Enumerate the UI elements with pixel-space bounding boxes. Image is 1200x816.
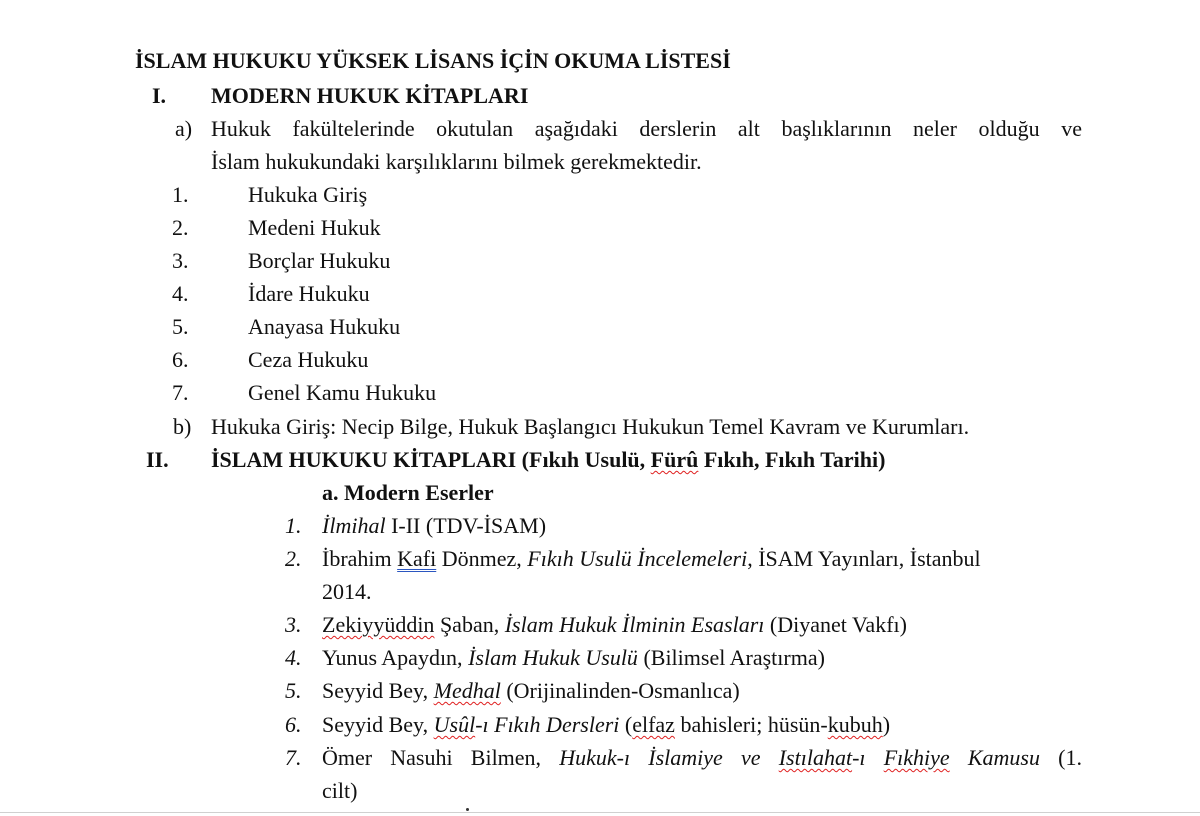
work-entry: Ömer Nasuhi Bilmen, Hukuk-ı İslamiye ve Istılahat-ı Fıkhiye Kamusu (1. [322, 745, 1082, 770]
course-number: 3. [172, 248, 189, 273]
item-a-line-1: Hukuk fakültelerinde okutulan aşağıdaki derslerin alt başlıklarının neler olduğu ve [211, 116, 1082, 141]
text-cursor-mark [466, 808, 469, 811]
section-1-number: I. [152, 83, 167, 108]
work-number: 1. [285, 513, 302, 538]
course-number: 1. [172, 182, 189, 207]
course-label: Hukuka Giriş [248, 182, 368, 207]
work-entry: İlmihal I-II (TDV-İSAM) [322, 513, 547, 538]
work-number: 6. [285, 712, 302, 737]
course-label: Medeni Hukuk [248, 215, 381, 240]
course-label: Genel Kamu Hukuku [248, 380, 437, 405]
spelling-flag[interactable]: Usûl [433, 712, 476, 737]
course-number: 5. [172, 314, 189, 339]
work-number: 4. [285, 645, 302, 670]
work-entry: Zekiyyüddin Şaban, İslam Hukuk İlminin Esasları (Diyanet Vakfı) [322, 612, 907, 637]
grammar-flag[interactable]: Kafi [397, 546, 437, 571]
work-number: 7. [285, 745, 302, 770]
course-label: Borçlar Hukuku [248, 248, 391, 273]
course-number: 6. [172, 347, 189, 372]
section-2-heading: İSLAM HUKUKU KİTAPLARI (Fıkıh Usulü, Fürû Fıkıh, Fıkıh Tarihi) [211, 447, 886, 472]
spelling-flag[interactable]: kubuh [827, 712, 883, 737]
item-b-text: Hukuka Giriş: Necip Bilge, Hukuk Başlangıcı Hukukun Temel Kavram ve Kurumları. [211, 414, 970, 439]
course-number: 7. [172, 380, 189, 405]
work-number: 5. [285, 678, 302, 703]
document-title: İSLAM HUKUKU YÜKSEK LİSANS İÇİN OKUMA LİSTESİ [135, 48, 731, 73]
page-bottom-divider [0, 812, 1200, 813]
work-number: 3. [285, 612, 302, 637]
course-number: 4. [172, 281, 189, 306]
course-label: İdare Hukuku [248, 281, 370, 306]
work-entry-continuation: 2014. [322, 579, 372, 604]
section-1-heading: MODERN HUKUK KİTAPLARI [211, 83, 529, 108]
item-b-marker: b) [173, 414, 192, 439]
course-label: Anayasa Hukuku [248, 314, 401, 339]
course-number: 2. [172, 215, 189, 240]
subsection-heading-modern: a. Modern Eserler [322, 480, 494, 505]
item-a-line-2: İslam hukukundaki karşılıklarını bilmek gerekmektedir. [211, 149, 702, 174]
spelling-flag[interactable]: elfaz [632, 712, 675, 737]
work-entry-continuation: cilt) [322, 778, 358, 803]
spelling-flag[interactable]: Fıkhiye [883, 745, 950, 770]
item-a-marker: a) [175, 116, 193, 141]
spelling-flag[interactable]: Istılahat [778, 745, 853, 770]
work-entry: Seyyid Bey, Medhal (Orijinalinden-Osmanlıca) [322, 678, 740, 703]
spelling-flag[interactable]: Zekiyyüddin [322, 612, 435, 637]
spelling-flag[interactable]: Fürû [650, 447, 699, 472]
work-entry: İbrahim Kafi Dönmez, Fıkıh Usulü İncelemeleri, İSAM Yayınları, İstanbul [322, 546, 981, 571]
work-number: 2. [285, 546, 302, 571]
work-entry: Seyyid Bey, Usûl-ı Fıkıh Dersleri (elfaz bahisleri; hüsün-kubuh) [322, 712, 891, 737]
course-label: Ceza Hukuku [248, 347, 369, 372]
spelling-flag[interactable]: Medhal [433, 678, 501, 703]
work-entry: Yunus Apaydın, İslam Hukuk Usulü (Bilimsel Araştırma) [322, 645, 825, 670]
section-2-number: II. [146, 447, 169, 472]
